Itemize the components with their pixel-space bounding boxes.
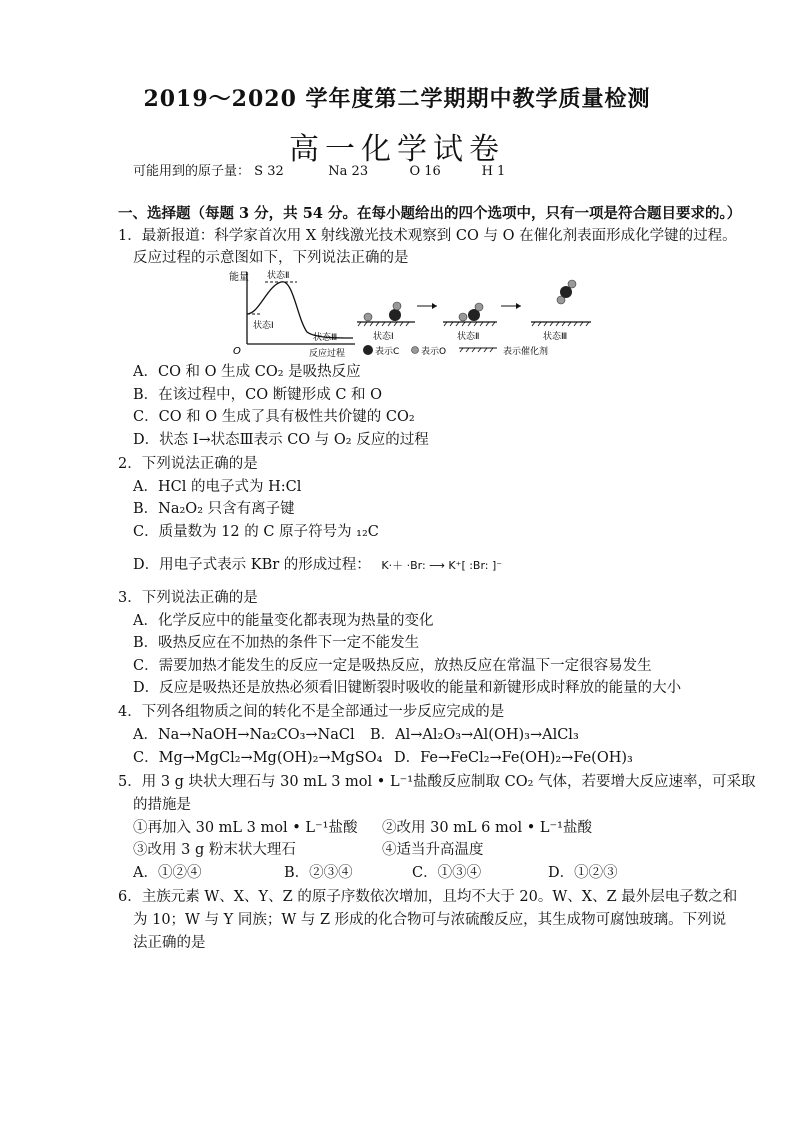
- q2-option-a: A．HCl 的电子式为 H:Cl: [133, 479, 302, 495]
- q2-option-c: C．质量数为 12 的 C 原子符号为 ₁₂C: [133, 524, 379, 540]
- q3-option-d: D．反应是吸热还是放热必须看旧键断裂时吸收的能量和新键形成时释放的能量的大小: [133, 680, 682, 696]
- legend-o-icon: [412, 347, 419, 354]
- q4-option-c: C．Mg→MgCl₂→Mg(OH)₂→MgSO₄: [133, 750, 383, 766]
- legend-o-label: 表示O: [421, 347, 447, 357]
- q1-figure: [225, 266, 605, 362]
- q3-stem: 3．下列说法正确的是: [118, 590, 258, 606]
- mass-s: S 32: [254, 164, 284, 179]
- state2-curve-label: 状态Ⅱ: [267, 271, 290, 281]
- q5-stem-line1: 5．用 3 g 块状大理石与 30 mL 3 mol • L⁻¹盐酸反应制取 CO₂ 气体，若要增大反应速率，可采取: [118, 774, 756, 790]
- arrow-head-icon: [516, 303, 521, 309]
- section-heading: 一、选择题（每题 3 分，共 54 分。在每小题给出的四个选项中，只有一项是符合题目要求的。）: [118, 205, 742, 222]
- q4-option-b: B．Al→Al₂O₃→Al(OH)₃→AlCl₃: [370, 727, 579, 743]
- q1-stem-line1: 1．最新报道：科学家首次用 X 射线激光技术观察到 CO 与 O 在催化剂表面形成化学键的过程。: [118, 228, 737, 244]
- state3-curve-label: 状态Ⅲ: [313, 333, 338, 343]
- q3-option-a: A．化学反应中的能量变化都表现为热量的变化: [133, 613, 434, 629]
- legend-catalyst-label: 表示催化剂: [503, 347, 549, 357]
- atomic-masses: [133, 160, 505, 179]
- legend-c-label: 表示C: [375, 347, 400, 357]
- q5-option-c: C．①③④: [412, 865, 482, 881]
- y-axis-label: 能量: [229, 272, 249, 283]
- state3-surface: [531, 280, 591, 342]
- c-atom-icon: [389, 309, 401, 321]
- q5-measure-4: ④适当升高温度: [382, 842, 484, 858]
- exam-subtitle: 高一化学试卷: [289, 132, 505, 167]
- q5-measure-3: ③改用 3 g 粉末状大理石: [133, 842, 296, 858]
- q5-option-d: D．①②③: [548, 865, 618, 881]
- q5-measure-1: ①再加入 30 mL 3 mol • L⁻¹盐酸: [133, 820, 358, 836]
- q3-option-b: B．吸热反应在不加热的条件下一定不能发生: [133, 635, 420, 651]
- kbr-formation-formula: K·＋ ·Br: ⟶ K⁺[ :Br: ]⁻: [381, 559, 503, 572]
- exam-title: 2019～2020 学年度第二学期期中教学质量检测: [143, 86, 651, 112]
- q1-option-c: C．CO 和 O 生成了具有极性共价键的 CO₂: [133, 409, 415, 425]
- legend-c-icon: [363, 345, 373, 355]
- state2-surface: [443, 303, 497, 342]
- q4-option-d: D．Fe→FeCl₂→Fe(OH)₂→Fe(OH)₃: [394, 750, 633, 766]
- q5-stem-line2: 的措施是: [133, 797, 191, 813]
- q5-option-b: B．②③④: [284, 865, 353, 881]
- q2-option-d: D．用电子式表示 KBr 的形成过程：: [133, 557, 371, 573]
- arrow-head-icon: [432, 303, 437, 309]
- state1-label: 状态Ⅰ: [373, 332, 394, 342]
- state1-curve-label: 状态Ⅰ: [253, 321, 274, 331]
- mass-o: O 16: [409, 164, 441, 179]
- q2-stem: 2．下列说法正确的是: [118, 456, 258, 472]
- q5-option-a: A．①②④: [133, 865, 202, 881]
- x-axis-label: 反应过程: [309, 349, 346, 359]
- q1-option-b: B．在该过程中，CO 断键形成 C 和 O: [133, 387, 383, 403]
- o-atom-icon: [568, 280, 576, 288]
- o-atom-icon: [364, 313, 372, 321]
- q3-option-c: C．需要加热才能发生的反应一定是吸热反应，放热反应在常温下一定很容易发生: [133, 658, 652, 674]
- q1-option-d: D．状态 Ⅰ→状态Ⅲ表示 CO 与 O₂ 反应的过程: [133, 432, 429, 448]
- q1-stem-line2: 反应过程的示意图如下，下列说法正确的是: [133, 250, 409, 266]
- q6-stem-line2: 为 10；W 与 Y 同族；W 与 Z 形成的化合物可与浓硫酸反应，其生成物可腐蚀玻璃。下列说: [133, 912, 727, 928]
- q2-option-d-line: [133, 555, 502, 576]
- q2-option-b: B．Na₂O₂ 只含有离子键: [133, 501, 295, 517]
- legend-catalyst-icon: [459, 348, 497, 352]
- o-atom-icon: [475, 303, 483, 311]
- mass-na: Na 23: [328, 164, 369, 179]
- masses-label: 可能用到的原子量：: [133, 164, 251, 179]
- q6-stem-line3: 法正确的是: [133, 935, 206, 951]
- q4-option-a: A．Na→NaOH→Na₂CO₃→NaCl: [133, 727, 355, 743]
- o-atom-icon: [459, 313, 467, 321]
- origin-label: O: [233, 346, 241, 357]
- q5-measure-2: ②改用 30 mL 6 mol • L⁻¹盐酸: [382, 820, 592, 836]
- state2-label: 状态Ⅱ: [457, 332, 480, 342]
- state1-surface: [357, 302, 415, 342]
- q1-option-a: A．CO 和 O 生成 CO₂ 是吸热反应: [133, 364, 361, 380]
- q6-stem-line1: 6．主族元素 W、X、Y、Z 的原子序数依次增加，且均不大于 20。W、X、Z 最外层电子数之和: [118, 889, 738, 905]
- state3-label: 状态Ⅲ: [543, 332, 568, 342]
- o-atom-icon: [393, 302, 401, 310]
- q4-stem: 4．下列各组物质之间的转化不是全部通过一步反应完成的是: [118, 704, 505, 720]
- mass-h: H 1: [481, 164, 506, 179]
